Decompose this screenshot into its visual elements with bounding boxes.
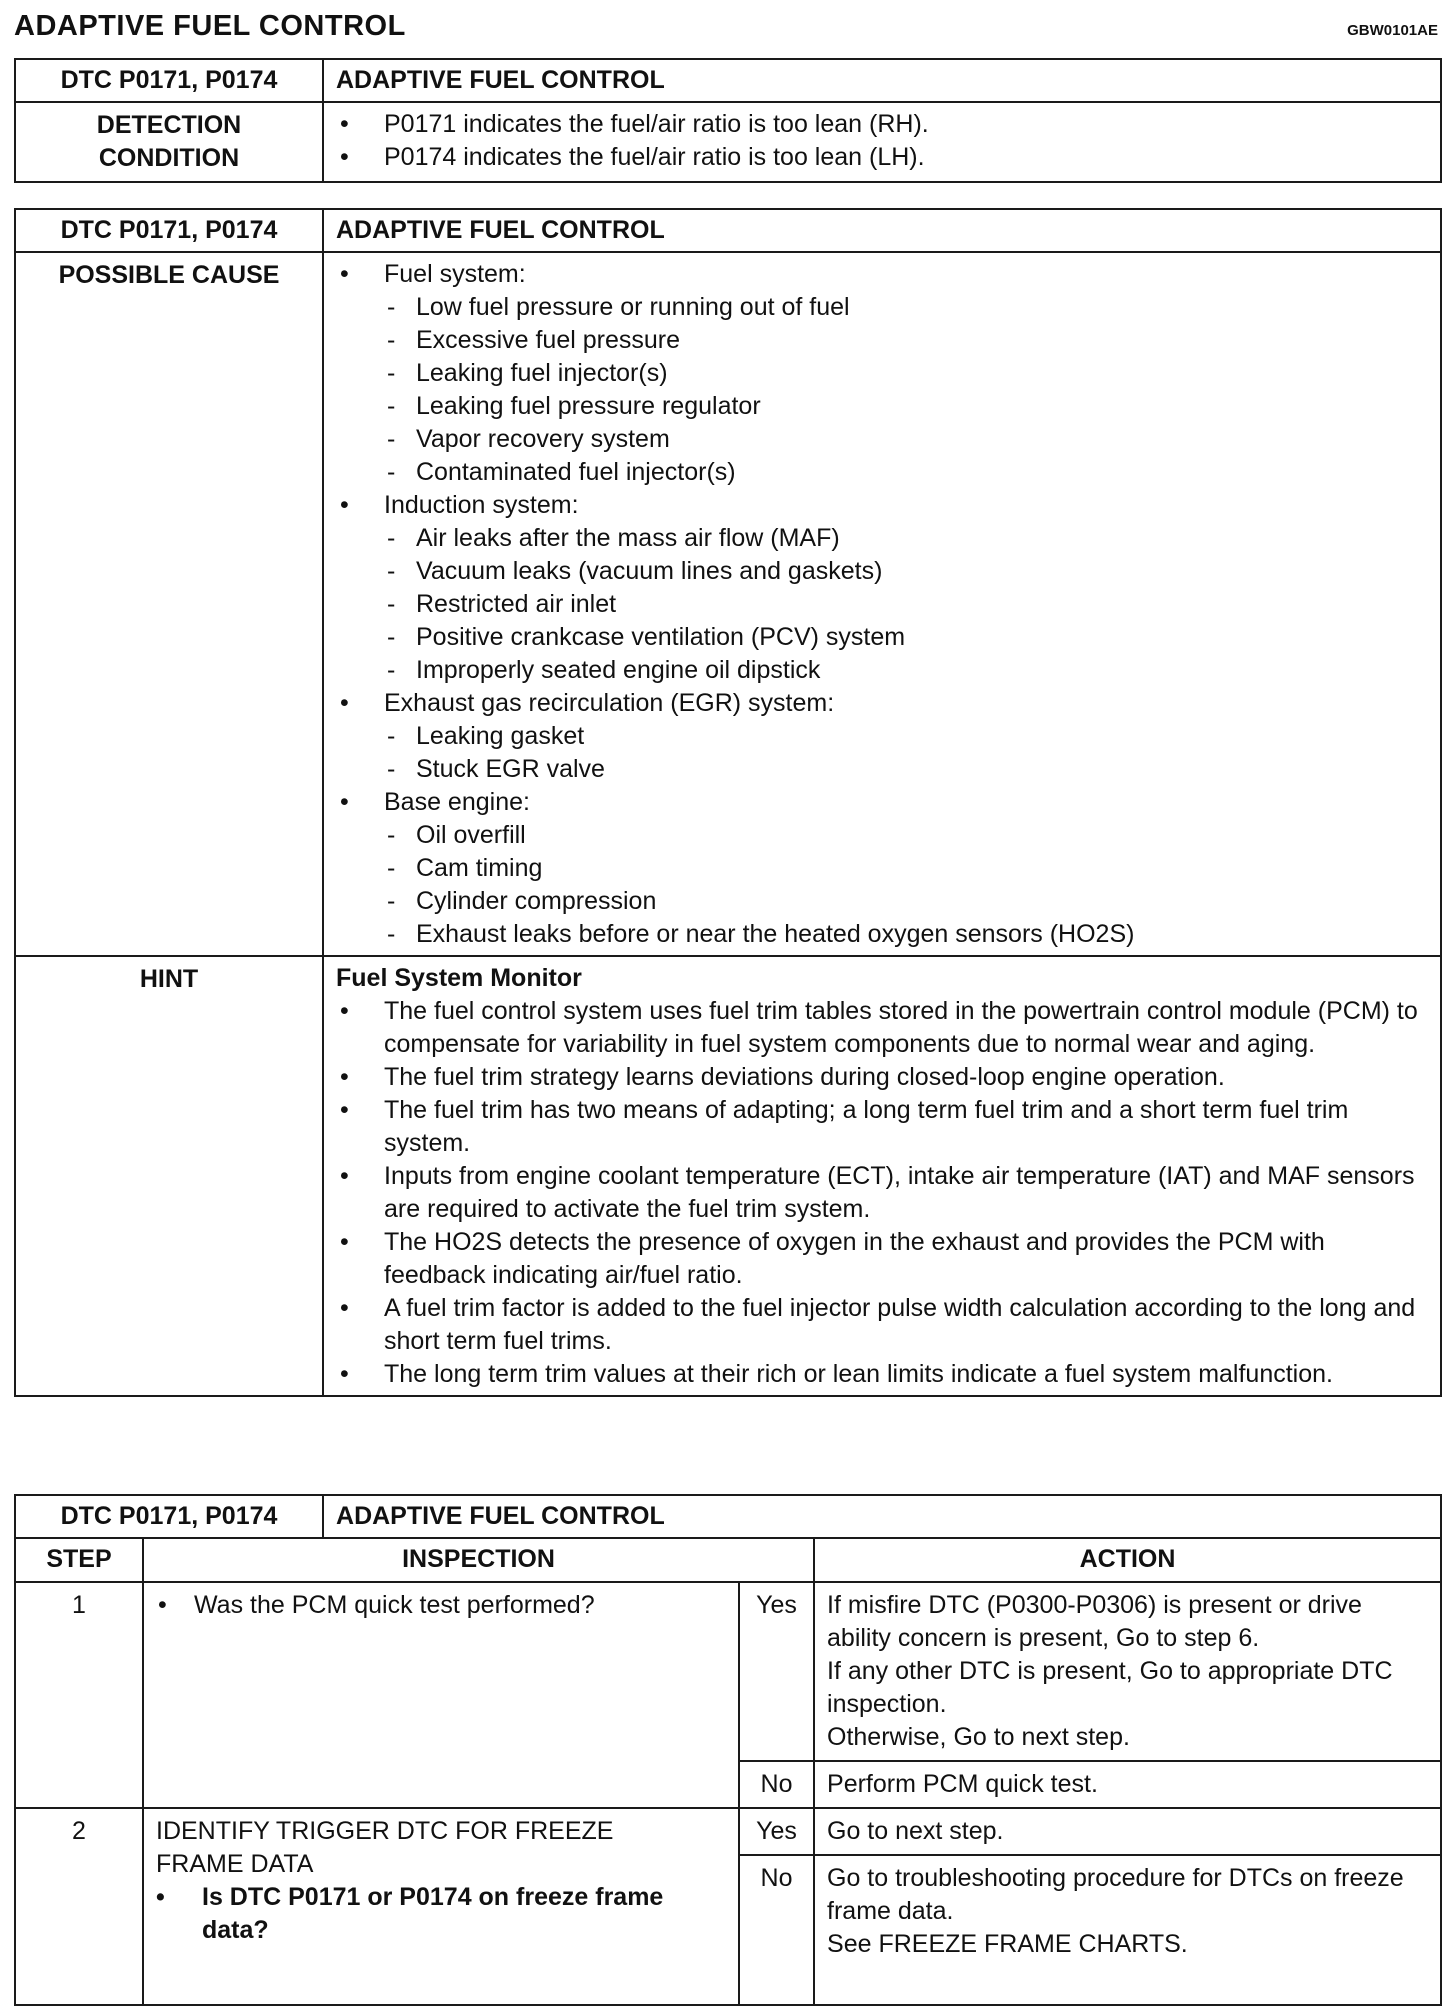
inspection-table <box>14 1494 1442 2006</box>
cause-item: - Leaking fuel injector(s) <box>387 359 668 387</box>
dtc-title-cell: ADAPTIVE FUEL CONTROL <box>323 1495 1441 1538</box>
cause-item: - Stuck EGR valve <box>387 755 605 783</box>
cause-group: • Fuel system: <box>340 260 526 288</box>
cause-hint-table <box>14 208 1442 1397</box>
step-inspection: • Was the PCM quick test performed? <box>143 1582 739 1808</box>
page-title: ADAPTIVE FUEL CONTROL <box>14 10 406 42</box>
possible-cause-content <box>323 252 1441 956</box>
dtc-code-cell: DTC P0171, P0174 <box>15 59 323 102</box>
dtc-title-cell: ADAPTIVE FUEL CONTROL <box>323 209 1441 252</box>
detection-table <box>14 58 1442 183</box>
cause-item: - Cam timing <box>387 854 543 882</box>
cause-item: - Contaminated fuel injector(s) <box>387 458 736 486</box>
possible-cause-label: POSSIBLE CAUSE <box>15 252 323 956</box>
cause-item: - Positive crankcase ventilation (PCV) system <box>387 623 906 651</box>
no-label: No <box>739 1855 814 2005</box>
dtc-title-cell: ADAPTIVE FUEL CONTROL <box>323 59 1441 102</box>
hint-label: HINT <box>15 956 323 1396</box>
cause-group: • Induction system: <box>340 491 579 519</box>
detection-item: • P0174 indicates the fuel/air ratio is too lean (LH). <box>340 143 925 171</box>
cause-group: • Exhaust gas recirculation (EGR) system: <box>340 689 835 717</box>
hint-title: Fuel System Monitor <box>336 964 582 992</box>
cause-item: - Cylinder compression <box>387 887 657 915</box>
no-label: No <box>739 1761 814 1808</box>
cause-item: - Leaking fuel pressure regulator <box>387 392 761 420</box>
hint-item: • The fuel control system uses fuel trim tables stored in the powertrain control module (PCM) to compensate for variability in fuel system components due to normal wear and aging. <box>340 997 1418 1058</box>
hint-item: • A fuel trim factor is added to the fuel injector pulse width calculation according to the long and short term fuel trims. <box>340 1294 1416 1355</box>
dtc-code-cell: DTC P0171, P0174 <box>15 1495 323 1538</box>
detection-item: • P0171 indicates the fuel/air ratio is too lean (RH). <box>340 110 929 138</box>
cause-item: - Vapor recovery system <box>387 425 670 453</box>
cause-item: - Low fuel pressure or running out of fuel <box>387 293 850 321</box>
step-number: 2 <box>15 1808 143 2005</box>
hint-item: • The fuel trim strategy learns deviations during closed-loop engine operation. <box>340 1063 1225 1091</box>
cause-item: - Leaking gasket <box>387 722 585 750</box>
document-code: GBW0101AE <box>1347 22 1438 39</box>
column-header-inspection: INSPECTION <box>143 1538 814 1582</box>
cause-group: • Base engine: <box>340 788 530 816</box>
hint-item: • The fuel trim has two means of adapting; a long term fuel trim and a short term fuel trim system. <box>340 1096 1349 1157</box>
detection-condition-content <box>323 102 1441 182</box>
yes-label: Yes <box>739 1582 814 1761</box>
cause-item: - Air leaks after the mass air flow (MAF) <box>387 524 840 552</box>
no-action: Perform PCM quick test. <box>814 1761 1441 1808</box>
step-number: 1 <box>15 1582 143 1808</box>
cause-item: - Exhaust leaks before or near the heated oxygen sensors (HO2S) <box>387 920 1135 948</box>
cause-item: - Improperly seated engine oil dipstick <box>387 656 821 684</box>
step-inspection: IDENTIFY TRIGGER DTC FOR FREEZE FRAME DATA • Is DTC P0171 or P0174 on freeze frame data? <box>143 1808 739 2005</box>
hint-item: • The long term trim values at their rich or lean limits indicate a fuel system malfunction. <box>340 1360 1333 1388</box>
hint-item: • The HO2S detects the presence of oxygen in the exhaust and provides the PCM with feedback indicating air/fuel ratio. <box>340 1228 1325 1289</box>
detection-condition-label: DETECTION CONDITION <box>15 102 323 182</box>
hint-content <box>323 956 1441 1396</box>
cause-item: - Vacuum leaks (vacuum lines and gaskets) <box>387 557 883 585</box>
hint-item: • Inputs from engine coolant temperature (ECT), intake air temperature (IAT) and MAF sensors are required to activate the fuel trim system. <box>340 1162 1415 1223</box>
yes-action: If misfire DTC (P0300-P0306) is present or drive ability concern is present, Go to step 6. If any other DTC is present, Go to appropriate DTC inspection. Otherwise, Go to next step. <box>814 1582 1441 1761</box>
no-action: Go to troubleshooting procedure for DTCs on freeze frame data. See FREEZE FRAME CHARTS. <box>814 1855 1441 2005</box>
column-header-action: ACTION <box>814 1538 1441 1582</box>
column-header-step: STEP <box>15 1538 143 1582</box>
cause-item: - Restricted air inlet <box>387 590 617 618</box>
yes-label: Yes <box>739 1808 814 1855</box>
cause-item: - Excessive fuel pressure <box>387 326 681 354</box>
dtc-code-cell: DTC P0171, P0174 <box>15 209 323 252</box>
yes-action: Go to next step. <box>814 1808 1441 1855</box>
cause-item: - Oil overfill <box>387 821 526 849</box>
